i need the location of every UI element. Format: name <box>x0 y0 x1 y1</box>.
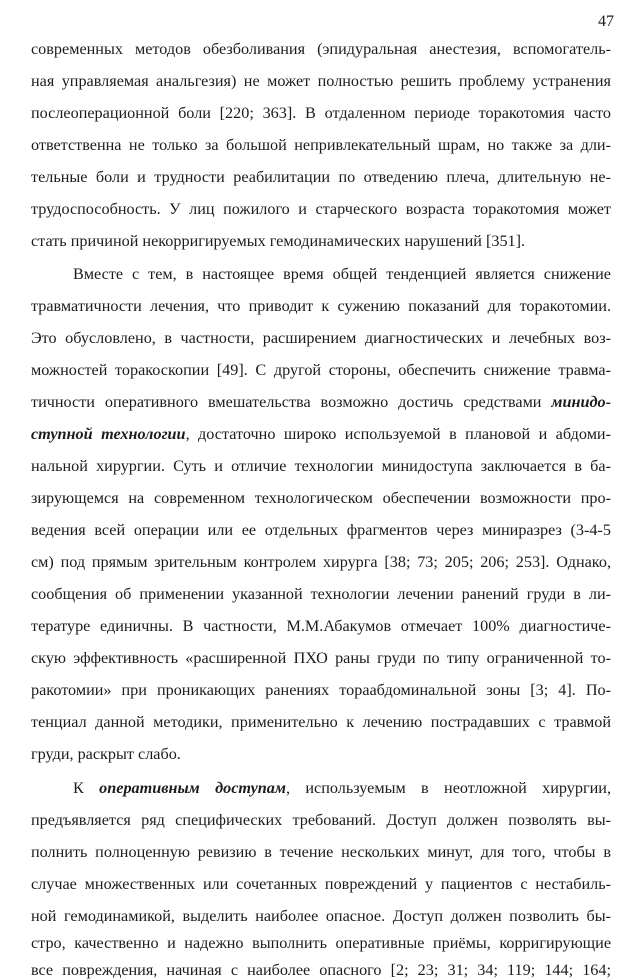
text-line: зирующемся на современном технологическом обеспечении возможности про- <box>31 489 611 507</box>
text-line: ракотомии» при проникающих ранениях тораабдоминальной зоны [3; 4]. По- <box>31 681 611 699</box>
text-line: ведения всей операции или ее отдельных фрагментов через миниразрез (3-4-5 <box>31 521 611 539</box>
text-line: Вместе с тем, в настоящее время общей тенденцией является снижение <box>73 265 611 283</box>
text-line: ной гемодинамикой, выделить наиболее опасное. Доступ должен позволить бы- <box>31 907 611 925</box>
text-line <box>31 424 611 444</box>
text-line: современных методов обезболивания (эпидуральная анестезия, вспомогатель- <box>31 40 611 58</box>
text-line: сообщения об применении указанной технологии лечении ранений груди в ли- <box>31 585 611 603</box>
text-line: Это обусловлено, в частности, расширением диагностических и лечебных воз- <box>31 329 611 347</box>
text-line: трудоспособность. У лиц пожилого и старческого возраста торакотомия может <box>31 200 611 218</box>
text-line: ная управляемая анальгезия) не может полностью решить проблему устранения <box>31 72 611 90</box>
text-line: послеоперационной боли [220; 363]. В отдаленном периоде торакотомия часто <box>31 104 611 122</box>
text-line: скую эффективность «расширенной ПХО раны груди по типу ограниченной то- <box>31 649 611 667</box>
text-line: случае множественных или сочетанных повреждений у пациентов с нестабиль- <box>31 875 611 893</box>
text-line: можностей торакоскопии [49]. С другой стороны, обеспечить снижение травма- <box>31 361 611 379</box>
text-segment: , достаточно широко используемой в плановой и абдоми- <box>185 425 611 443</box>
text-line: полнить полноценную ревизию в течение нескольких минут, для того, чтобы в <box>31 843 611 861</box>
emphasis-term: минидо- <box>551 393 611 411</box>
text-line: предъявляется ряд специфических требований. Доступ должен позволять вы- <box>31 811 611 829</box>
text-line: стать причиной некорригируемых гемодинамических нарушений [351]. <box>31 232 526 250</box>
text-line: ответственна не только за большой непривлекательный шрам, но также за дли- <box>31 136 611 154</box>
text-line: стро, качественно и надежно выполнить оперативные приёмы, корригирующие <box>31 934 611 952</box>
text-line: груди, раскрыт слабо. <box>31 745 181 763</box>
text-line: тельные боли и трудности реабилитации по отведению плеча, длительную не- <box>31 168 611 186</box>
text-line: тенциал данной методики, применительно к лечению пострадавших с травмой <box>31 713 611 731</box>
text-line: см) под прямым зрительным контролем хирурга [38; 73; 205; 206; 253]. Однако, <box>31 553 611 571</box>
text-line: нальной хирургии. Суть и отличие технологии минидоступа заключается в ба- <box>31 457 611 475</box>
emphasis-term: ступной технологии <box>31 425 186 443</box>
text-line: тературе единичны. В частности, М.М.Абакумов отмечает 100% диагностиче- <box>31 617 611 635</box>
page-number: 47 <box>598 13 614 30</box>
text-segment: , используемым в неотложной хирургии, <box>285 779 611 797</box>
text-line: все повреждения, начиная с наиболее опасного [2; 23; 31; 34; 119; 144; 164; <box>31 961 611 979</box>
text-line <box>31 392 611 412</box>
text-line <box>73 778 611 798</box>
text-segment: К <box>73 779 100 797</box>
text-segment: тичности оперативного вмешательства возможно достичь средствами <box>31 393 552 411</box>
emphasis-term: оперативным доступам <box>99 779 286 797</box>
text-line: травматичности лечения, что приводит к сужению показаний для торакотомии. <box>31 297 611 315</box>
